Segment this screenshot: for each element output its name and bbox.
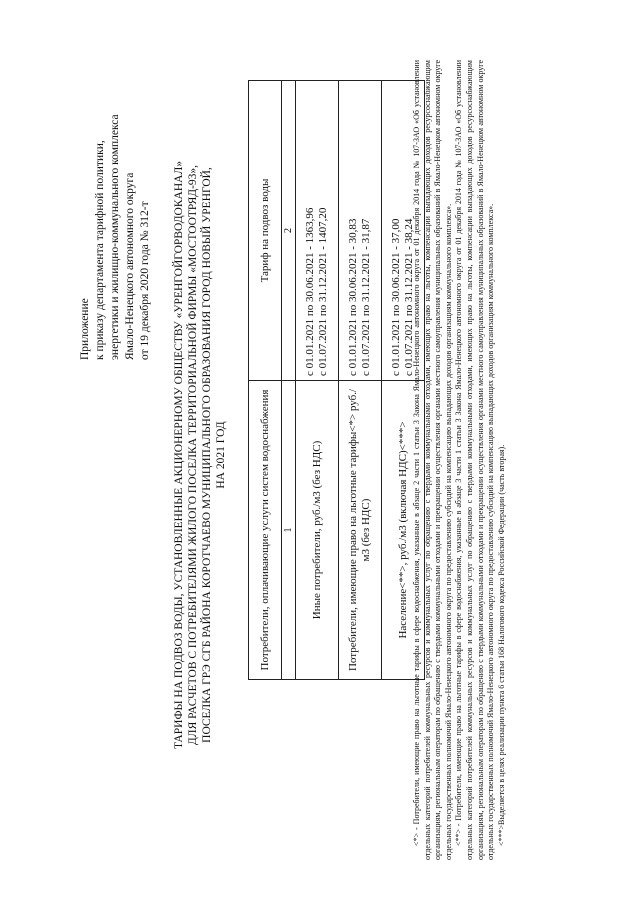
- tariff-period: с 01.07.2021 по 31.12.2021 - 1407,20: [317, 207, 329, 376]
- tariff-table: [248, 80, 425, 680]
- footnote: <*> - Потребители, имеющие право на льготные тарифы в сфере водоснабжения, указанные в абзаце 2 части 1 статьи 3 Закона Ямало-Ненецкого автономного округа от 01 декабря 2014 года № 107-ЗАО «Об установлении отдельных категорий потребителей коммунальных ресурсов и коммунальных услуг по обращению с твердыми коммунальными отходами, имеющих право на льготы, компенсации выпадающих доходов ресурсоснабжающим организациям, региональным операторам по обращению с твердыми коммунальными отходами и прекращении осуществления органами местного самоуправления муниципальных образований в Ямало-Ненецком автономном округе отдельных государственных полномочий Ямало-Ненецкого автономного округа по предоставлению субсидий на компенсацию выпадающих доходов организациям коммунального комплекса».: [412, 60, 453, 860]
- title-line: ТАРИФЫ НА ПОДВОЗ ВОДЫ, УСТАНОВЛЕННЫЕ АКЦИОНЕРНОМУ ОБЩЕСТВУ «УРЕНГОЙГОРВОДОКАНАЛ»: [173, 160, 185, 750]
- consumer-category: Потребители, имеющие право на льготные тарифы<*> руб./м3 (без НДС): [339, 381, 382, 680]
- table-row: [339, 81, 382, 680]
- header-line: от 19 декабря 2020 года № 312-т: [139, 201, 151, 360]
- appendix-header: [78, 60, 153, 360]
- title-line: ДЛЯ РАСЧЕТОВ С ПОТРЕБИТЕЛЯМИ ЖИЛОГО ПОСЕЛКА ТЕРРИТОРИАЛЬНОЙ ФИРМЫ «МОСТООТРЯД-93»,: [187, 164, 199, 746]
- consumer-category: Население<**>, руб./м3 (включая НДС)<***>: [382, 381, 425, 680]
- header-line: энергетики и жилищно-коммунального комплекса: [109, 114, 121, 360]
- tariff-period: с 01.01.2021 по 30.06.2021 - 37,00: [390, 218, 402, 376]
- consumer-category: Иные потребители, руб./м3 (без НДС): [296, 381, 339, 680]
- document-title: [172, 70, 228, 840]
- title-line: ПОСЕЛКА ГРЭ СГБ РАЙОНА КОРОТЧАЕВО МУНИЦИПАЛЬНОГО ОБРАЗОВАНИЯ ГОРОД НОВЫЙ УРЕНГОЙ,: [201, 167, 213, 743]
- column-number: 2: [282, 81, 296, 381]
- tariff-values: [339, 81, 382, 381]
- footnote: <***>Выделяется в целях реализации пункта 6 статьи 168 Налогового кодекса Российской Федерации (часть вторая).: [496, 444, 506, 846]
- tariff-period: с 01.01.2021 по 30.06.2021 - 30,83: [347, 218, 359, 376]
- tariff-period: с 01.07.2021 по 31.12.2021 - 31,87: [360, 218, 372, 376]
- header-line: Ямало-Ненецкого автономного округа: [124, 172, 136, 360]
- header-line: к приказу департамента тарифной политики,: [94, 140, 106, 360]
- tariff-period: с 01.07.2021 по 31.12.2021 - 38,24: [403, 218, 415, 376]
- tariff-period: с 01.01.2021 по 30.06.2021 - 1363,96: [304, 207, 316, 376]
- tariff-values: [296, 81, 339, 381]
- column-number: 1: [282, 381, 296, 680]
- header-line: Приложение: [79, 298, 91, 360]
- column-header-consumers: Потребители, оплачивающие услуги систем водоснабжения: [249, 381, 282, 680]
- rotated-content: [60, 30, 580, 880]
- footnotes: [412, 60, 507, 860]
- column-header-tariff: Тариф на подвоз воды: [249, 81, 282, 381]
- footnote: <**> - Потребители, имеющие право на льготные тарифы в сфере водоснабжения, указанные в абзаце 3 части 1 статьи 3 Закона Ямало-Ненецкого автономного округа от 01 декабря 2014 года № 107-ЗАО «Об установлении отдельных категорий потребителей коммунальных ресурсов и коммунальных услуг по обращению с твердыми коммунальными отходами, имеющих право на льготы, компенсации выпадающих доходов ресурсоснабжающим организациям, региональным операторам по обращению с твердыми коммунальными отходами и прекращении осуществления органами местного самоуправления муниципальных образований в Ямало-Ненецком автономном округе отдельных государственных полномочий Ямало-Ненецкого автономного округа по предоставлению субсидий на компенсацию выпадающих доходов организациям коммунального комплекса».: [454, 60, 496, 860]
- table-row: [296, 81, 339, 680]
- title-line: НА 2021 ГОД: [215, 421, 227, 489]
- column-number-row: [282, 81, 296, 680]
- table-header-row: [249, 81, 282, 680]
